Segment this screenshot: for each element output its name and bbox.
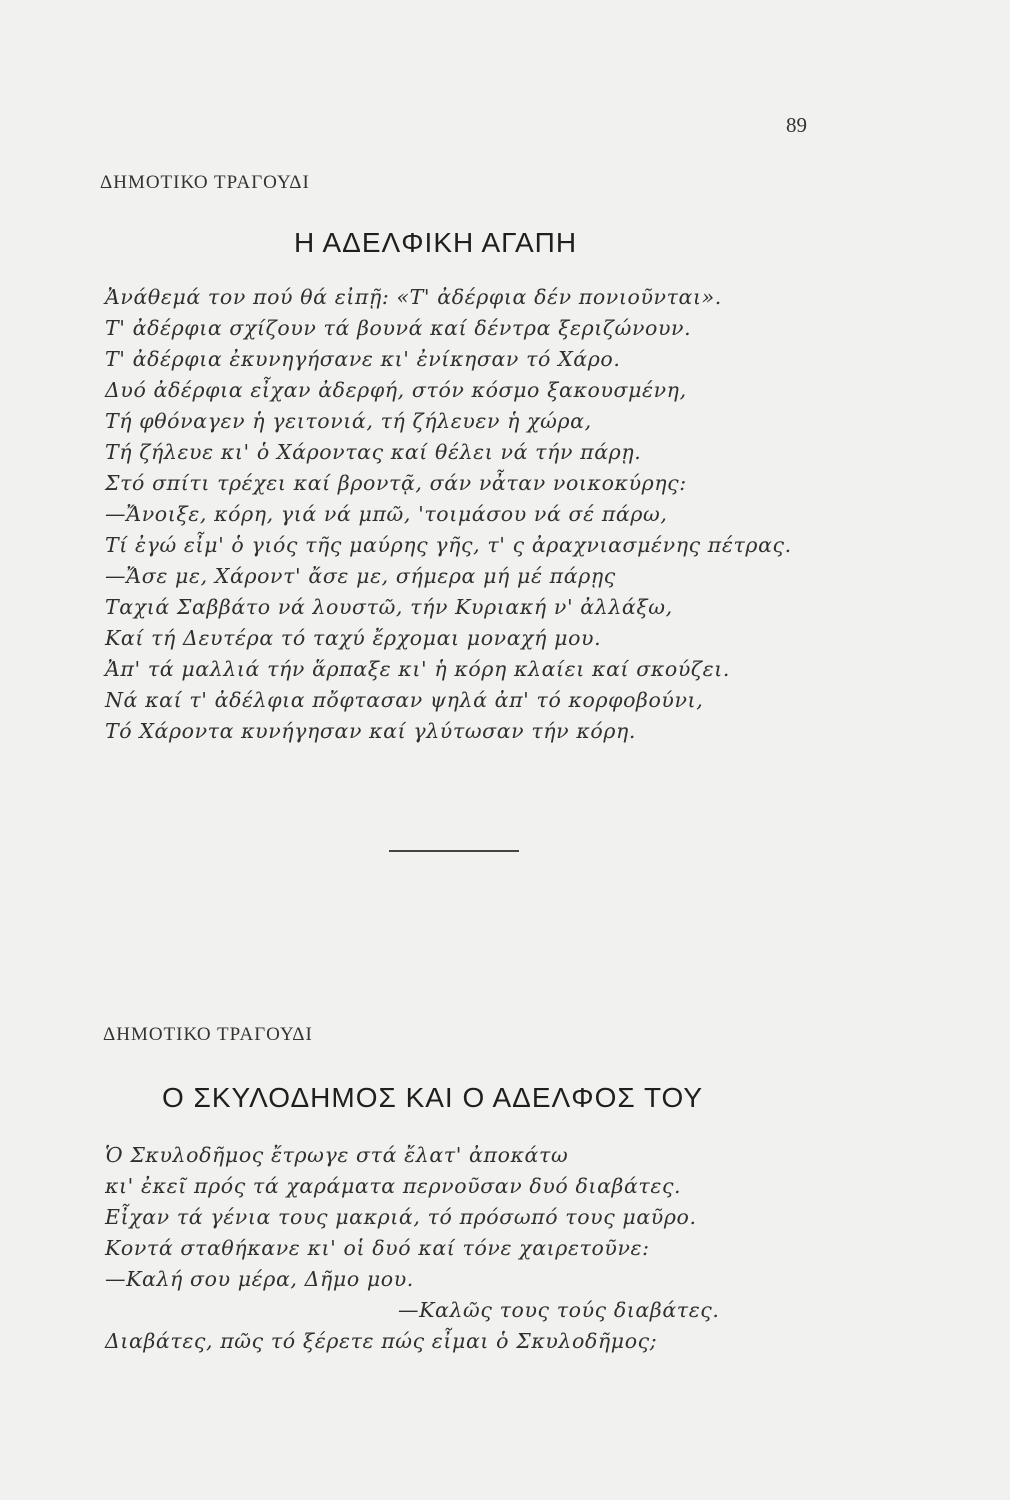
song-2-section-label: ΔΗΜΟΤΙΚΟ ΤΡΑΓΟΥΔΙ <box>103 1024 313 1045</box>
verse-line: Τί ἐγώ εἶμ' ὁ γιός τῆς μαύρης γῆς, τ' ς ἀραχνιασμένης πέτρας. <box>105 533 792 557</box>
verse-line: Τό Χάροντα κυνήγησαν καί γλύτωσαν τήν κόρη. <box>105 719 636 743</box>
verse-line: Νά καί τ' ἀδέλφια πὄφτασαν ψηλά ἀπ' τό κορφοβούνι, <box>105 688 704 712</box>
verse-line: —Καλῶς τους τούς διαβάτες. <box>398 1298 720 1322</box>
verse-line: Κοντά σταθήκανε κι' οἱ δυό καί τόνε χαιρετοῦνε: <box>105 1236 650 1260</box>
verse-line: Εἶχαν τά γένια τους μακριά, τό πρόσωπό τους μαῦρο. <box>105 1205 697 1229</box>
verse-line: Ὁ Σκυλοδῆμος ἔτρωγε στά ἔλατ' ἀποκάτω <box>105 1143 569 1167</box>
verse-line: Καί τή Δευτέρα τό ταχύ ἔρχομαι μοναχή μου. <box>105 626 602 650</box>
verse-line: Τ' ἀδέρφια σχίζουν τά βουνά καί δέντρα ξεριζώνουν. <box>105 316 692 340</box>
verse-line: Ἀπ' τά μαλλιά τήν ἅρπαξε κι' ἡ κόρη κλαίει καί σκούζει. <box>105 657 730 681</box>
verse-line: Ταχιά Σαββάτο νά λουστῶ, τήν Κυριακή ν' ἀλλάξω, <box>105 595 673 619</box>
song-1-poem <box>105 282 825 747</box>
verse-line: Ἀνάθεμά τον πού θά εἰπῇ: «Τ' ἀδέρφια δέν πονιοῦνται». <box>105 285 722 309</box>
verse-line: —Ἄσε με, Χάροντ' ἄσε με, σήμερα μή μέ πάρῃς <box>105 564 616 588</box>
verse-line: Τή ζήλευε κι' ὁ Χάροντας καί θέλει νά τήν πάρῃ. <box>105 440 642 464</box>
verse-line: Τ' ἀδέρφια ἐκυνηγήσανε κι' ἐνίκησαν τό Χάρο. <box>105 347 621 371</box>
verse-line: Διαβάτες, πῶς τό ξέρετε πώς εἶμαι ὁ Σκυλοδῆμος; <box>105 1329 658 1353</box>
verse-line: Δυό ἀδέρφια εἶχαν ἀδερφή, στόν κόσμο ξακουσμένη, <box>105 378 687 402</box>
song-1-title: Η ΑΔΕΛΦΙΚΗ ΑΓΑΠΗ <box>294 227 578 258</box>
page-number: 89 <box>786 113 807 137</box>
verse-line: —Ἄνοιξε, κόρη, γιά νά μπῶ, 'τοιμάσου νά σέ πάρω, <box>105 502 668 526</box>
verse-line: —Καλή σου μέρα, Δῆμο μου. <box>105 1267 414 1291</box>
verse-line: κι' ἐκεῖ πρός τά χαράματα περνοῦσαν δυό διαβάτες. <box>105 1174 682 1198</box>
song-1-section-label: ΔΗΜΟΤΙΚΟ ΤΡΑΓΟΥΔΙ <box>100 172 310 193</box>
verse-line: Στό σπίτι τρέχει καί βροντᾷ, σάν νἆταν νοικοκύρης: <box>105 471 687 495</box>
section-divider <box>389 850 519 852</box>
song-2-title: Ο ΣΚΥΛΟΔΗΜΟΣ ΚΑΙ Ο ΑΔΕΛΦΟΣ ΤΟΥ <box>162 1082 704 1113</box>
verse-line: Τή φθόναγεν ἡ γειτονιά, τή ζήλευεν ἡ χώρα, <box>105 409 592 433</box>
song-2-poem <box>105 1140 825 1357</box>
